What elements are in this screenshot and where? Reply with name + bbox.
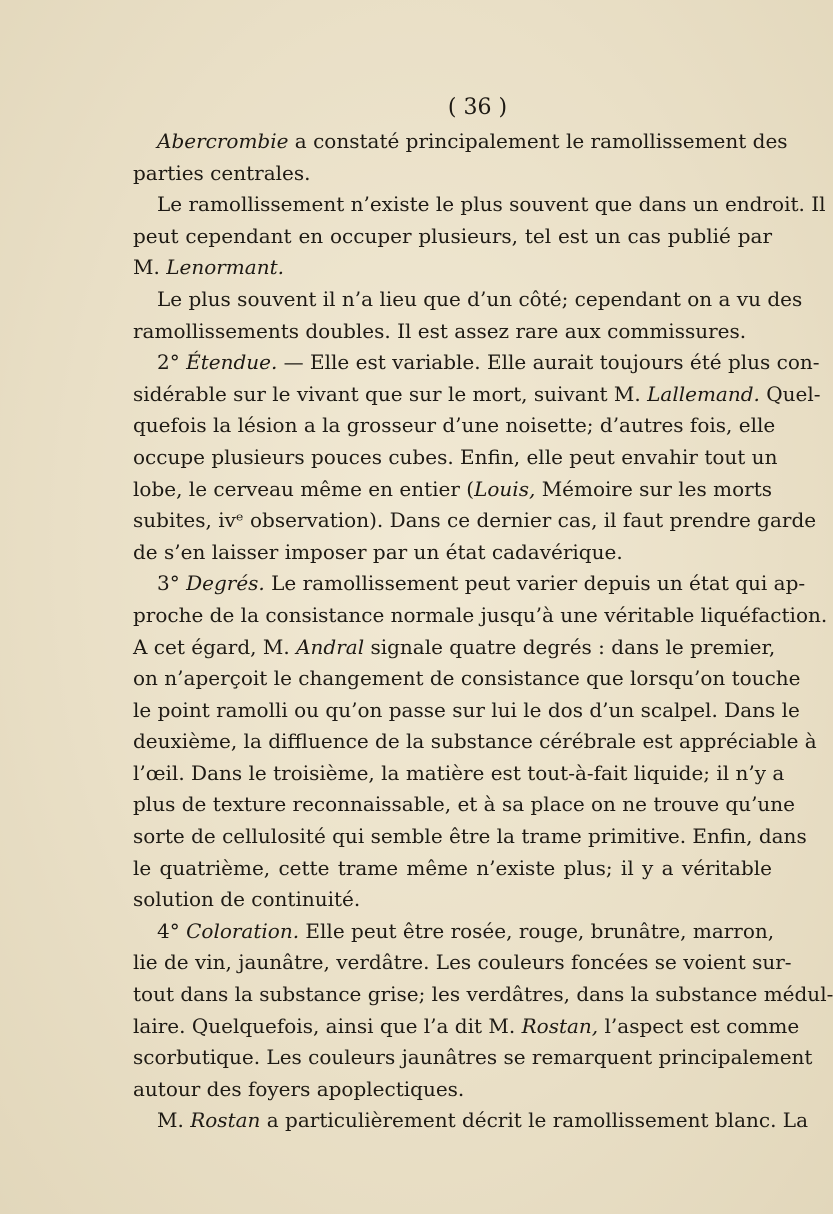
- text-line: [133, 474, 772, 506]
- text-line: [133, 821, 807, 853]
- line-text: de s’en laisser imposer par un état cadavérique.: [133, 539, 623, 564]
- italic-name: Rostan,: [521, 1013, 599, 1038]
- italic-name: Étendue.: [186, 350, 278, 375]
- line-text: le point ramolli ou qu’on passe sur lui le dos d’un scalpel. Dans le: [133, 697, 800, 722]
- text-line: [133, 316, 772, 348]
- line-text: A cet égard, M.: [133, 634, 297, 659]
- line-text: M.: [157, 1108, 191, 1133]
- text-line: [133, 600, 828, 632]
- line-text: ramollissements doubles. Il est assez rare aux commissures.: [133, 318, 747, 343]
- text-line: [133, 1105, 808, 1137]
- line-text: proche de la consistance normale jusqu’à une véritable liquéfaction.: [133, 602, 828, 627]
- text-line: [133, 505, 817, 537]
- italic-name: Andral: [296, 634, 365, 659]
- italic-name: Lallemand.: [647, 381, 760, 406]
- line-text: autour des foyers apoplectiques.: [133, 1076, 465, 1101]
- text-line: [133, 663, 801, 695]
- text-line: [133, 947, 792, 979]
- line-text: a particulièrement décrit le ramollissement blanc. La: [260, 1108, 808, 1133]
- line-text: deuxième, la diffluence de la substance cérébrale est appréciable à: [133, 729, 817, 754]
- italic-name: Degrés.: [186, 571, 265, 596]
- italic-name: Coloration.: [186, 918, 300, 943]
- text-line: [133, 1011, 800, 1043]
- italic-name: Abercrombie: [157, 129, 289, 153]
- line-text: 2°: [157, 350, 187, 375]
- text-line: [133, 379, 821, 411]
- line-text: peut cependant en occuper plusieurs, tel est un cas publié par: [133, 223, 772, 248]
- line-text: on n’aperçoit le changement de consistance que lorsqu’on touche: [133, 666, 801, 691]
- line-text: sidérable sur le vivant que sur le mort, suivant M.: [133, 381, 648, 406]
- line-text: Le plus souvent il n’a lieu que d’un côté; cependant on a vu des: [157, 286, 803, 311]
- line-text: scorbutique. Les couleurs jaunâtres se remarquent principalement: [133, 1045, 813, 1070]
- line-text: quefois la lésion a la grosseur d’une noisette; d’autres fois, elle: [133, 413, 776, 438]
- text-line: [133, 537, 772, 569]
- text-line: [133, 221, 772, 253]
- line-text: Quel-: [759, 381, 821, 406]
- line-text: l’œil. Dans le troisième, la matière est tout-à-fait liquide; il n’y a: [133, 760, 785, 785]
- line-text: occupe plusieurs pouces cubes. Enfin, elle peut envahir tout un: [133, 444, 778, 469]
- line-text: lie de vin, jaunâtre, verdâtre. Les couleurs foncées se voient sur-: [133, 950, 792, 975]
- text-line: [133, 695, 800, 727]
- text-line: [133, 189, 826, 221]
- text-line: [133, 1042, 813, 1074]
- line-text: plus de texture reconnaissable, et à sa place on ne trouve qu’une: [133, 792, 796, 817]
- text-line: [133, 884, 772, 916]
- line-text: le quatrième, cette trame même n’existe plus; il y a véritable: [133, 855, 772, 880]
- text-line: [133, 126, 788, 158]
- line-text: solution de continuité.: [133, 887, 361, 912]
- line-text: — Elle est variable. Elle aurait toujours été plus con-: [277, 350, 820, 375]
- text-line: [133, 442, 778, 474]
- line-text: Le ramollissement n’existe le plus souvent que dans un endroit. Il: [157, 192, 826, 217]
- text-line: [133, 979, 833, 1011]
- line-text: 3°: [157, 571, 187, 596]
- line-text: tout dans la substance grise; les verdâtres, dans la substance médul-: [133, 982, 833, 1007]
- text-line: [133, 284, 803, 316]
- line-text: Elle peut être rosée, rouge, brunâtre, marron,: [299, 918, 775, 943]
- line-text: subites, ivᵉ observation). Dans ce dernier cas, il faut prendre garde: [133, 508, 817, 533]
- text-line: [133, 410, 776, 442]
- line-text: a constaté principalement le ramollissement des: [288, 129, 788, 153]
- text-line: [133, 726, 817, 758]
- text-line: [133, 632, 776, 664]
- line-text: sorte de cellulosité qui semble être la trame primitive. Enfin, dans: [133, 824, 807, 849]
- line-text: laire. Quelquefois, ainsi que l’a dit M.: [133, 1013, 522, 1038]
- line-text: lobe, le cerveau même en entier (: [133, 476, 475, 501]
- line-text: l’aspect est comme: [598, 1013, 800, 1038]
- italic-name: Rostan: [190, 1108, 261, 1133]
- italic-name: Louis,: [474, 476, 536, 501]
- line-text: parties centrales.: [133, 160, 311, 185]
- text-line: [133, 1074, 772, 1106]
- text-body: [133, 126, 833, 1137]
- line-text: signale quatre degrés : dans le premier,: [364, 634, 776, 659]
- line-text: M.: [133, 255, 167, 280]
- italic-name: Lenormant.: [166, 255, 284, 280]
- text-line: [133, 853, 772, 885]
- line-text: 4°: [157, 918, 187, 943]
- text-line: [133, 916, 775, 948]
- text-line: [133, 158, 772, 190]
- line-text: Mémoire sur les morts: [535, 476, 772, 501]
- text-line: [133, 347, 820, 379]
- text-line: [133, 758, 785, 790]
- text-line: [133, 789, 796, 821]
- line-text: Le ramollissement peut varier depuis un état qui ap-: [264, 571, 806, 596]
- page-number: ( 36 ): [447, 95, 508, 120]
- text-line: [133, 252, 772, 284]
- text-line: [133, 568, 806, 600]
